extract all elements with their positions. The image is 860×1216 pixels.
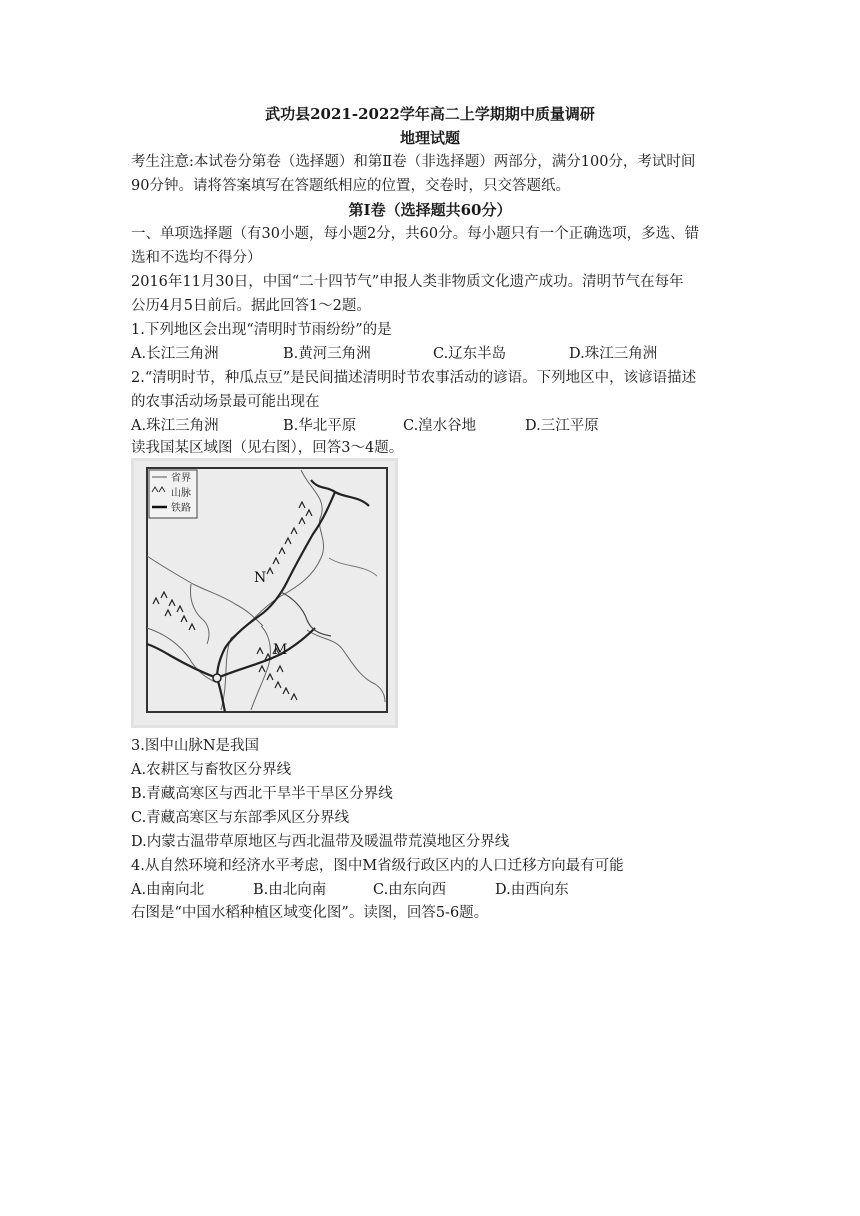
- legend-provincial-border: 省界: [171, 473, 191, 484]
- exam-subject: 地理试题: [399, 129, 460, 147]
- q4-stem: 4.从自然环境和经济水平考虑，图中M省级行政区内的人口迁移方向最有可能: [131, 858, 624, 874]
- q2-option-a: A.珠江三角洲: [131, 418, 219, 434]
- legend-railway: 铁路: [171, 503, 191, 514]
- map-label-n: N: [254, 570, 267, 586]
- q2-stem-line-1: 2.“清明时节，种瓜点豆”是民间描述清明时节农事活动的谚语。下列地区中，该谚语描述: [131, 370, 697, 386]
- intro-q5-6: 右图是“中国水稻种植区域变化图”。读图，回答5-6题。: [131, 905, 489, 921]
- intro-q3-4: 读我国某区域图（见右图），回答3～4题。: [131, 440, 404, 456]
- q3-option-a: A.农耕区与畜牧区分界线: [131, 762, 292, 778]
- q4-option-d: D.由西向东: [495, 882, 569, 898]
- intro-q1-2-line-1: 2016年11月30日，中国“二十四节气”申报人类非物质文化遗产成功。清明节气在每年: [131, 274, 684, 290]
- q3-option-c: C.青藏高寒区与东部季风区分界线: [131, 810, 350, 826]
- q2-option-b: B.华北平原: [283, 418, 357, 434]
- q3-option-d: D.内蒙古温带草原地区与西北温带及暖温带荒漠地区分界线: [131, 834, 510, 850]
- q4-option-b: B.由北向南: [253, 882, 327, 898]
- section-instruction-1: 一、单项选择题（有30小题，每小题2分，共60分。每小题只有一个正确选项，多选、错: [131, 226, 700, 242]
- q1-option-b: B.黄河三角洲: [283, 346, 371, 362]
- q3-option-b: B.青藏高寒区与西北干旱半干旱区分界线: [131, 786, 393, 802]
- q1-options: [131, 344, 657, 364]
- q2-options: [131, 416, 599, 436]
- notice-line-1: 考生注意:本试卷分第卷（选择题）和第Ⅱ卷（非选择题）两部分，满分100分，考试时间: [131, 154, 696, 170]
- exam-title: 武功县2021-2022学年高二上学期期中质量调研: [265, 105, 595, 123]
- q1-option-a: A.长江三角洲: [131, 346, 219, 362]
- notice-line-2: 90分钟。请将答案填写在答题纸相应的位置，交卷时，只交答题纸。: [131, 178, 570, 194]
- q4-option-a: A.由南向北: [131, 882, 205, 898]
- section-title: 第Ⅰ卷（选择题共60分）: [348, 201, 512, 219]
- region-map: [131, 458, 398, 728]
- q2-option-c: C.湟水谷地: [403, 418, 477, 434]
- intro-q1-2-line-2: 公历4月5日前后。据此回答1～2题。: [131, 298, 371, 314]
- q4-option-c: C.由东向西: [373, 882, 447, 898]
- q1-option-d: D.珠江三角洲: [569, 346, 658, 362]
- q2-option-d: D.三江平原: [525, 418, 599, 434]
- section-instruction-2: 选和不选均不得分）: [131, 250, 262, 266]
- map-label-m: M: [273, 642, 288, 658]
- q2-stem-line-2: 的农事活动场景最可能出现在: [131, 394, 320, 410]
- q3-stem: 3.图中山脉N是我国: [131, 738, 260, 754]
- q1-option-c: C.辽东半岛: [433, 346, 507, 362]
- legend-mountain: 山脉: [171, 488, 191, 499]
- q4-options: [131, 880, 569, 900]
- q1-stem: 1.下列地区会出现“清明时节雨纷纷”的是: [131, 322, 392, 338]
